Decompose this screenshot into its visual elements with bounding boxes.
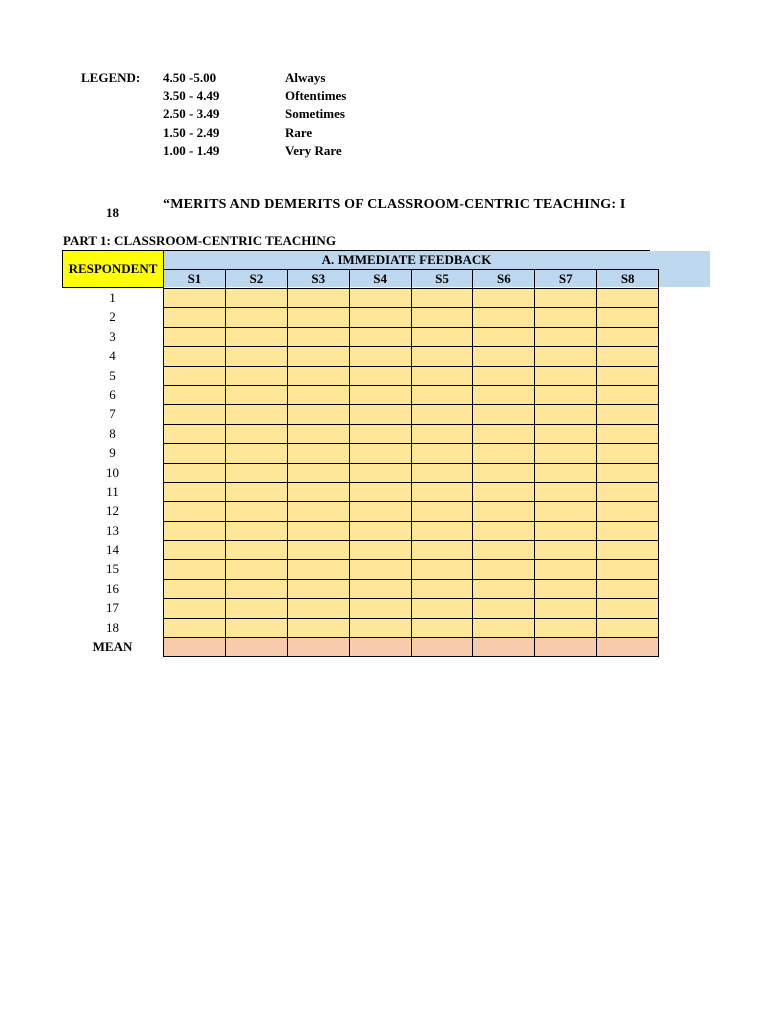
legend-range: 1.00 - 1.49 (163, 142, 220, 158)
score-cell[interactable] (535, 482, 597, 501)
score-cell[interactable] (287, 599, 349, 618)
mean-cell[interactable] (287, 638, 349, 657)
score-cell[interactable] (164, 482, 226, 501)
respondent-number: 16 (106, 580, 119, 596)
group-header[interactable]: A. IMMEDIATE FEEDBACK (321, 252, 492, 267)
score-cell[interactable] (473, 541, 535, 560)
score-cell[interactable] (597, 308, 659, 327)
score-cell[interactable] (287, 308, 349, 327)
score-cell[interactable] (349, 541, 411, 560)
score-cell[interactable] (164, 327, 226, 346)
legend-description: Oftentimes (285, 88, 347, 104)
score-cell[interactable] (164, 289, 226, 308)
score-cell[interactable] (535, 424, 597, 443)
score-cell[interactable] (411, 521, 473, 540)
document-title: “MERITS AND DEMERITS OF CLASSROOM-CENTRIC TEACHING: I (163, 197, 626, 212)
respondent-number: 3 (109, 328, 116, 344)
score-cell[interactable] (535, 385, 597, 404)
column-header-s5[interactable]: S5 (411, 270, 473, 289)
score-cell[interactable] (225, 521, 287, 540)
score-cell[interactable] (411, 327, 473, 346)
mean-row (164, 638, 659, 657)
respondent-number: 11 (106, 483, 119, 499)
score-cell[interactable] (597, 385, 659, 404)
score-cell[interactable] (164, 366, 226, 385)
score-cell[interactable] (164, 463, 226, 482)
score-cell[interactable] (287, 366, 349, 385)
score-cell[interactable] (164, 444, 226, 463)
score-cell[interactable] (411, 618, 473, 637)
score-cell[interactable] (411, 482, 473, 501)
score-cell[interactable] (535, 347, 597, 366)
score-cell[interactable] (597, 327, 659, 346)
score-cell[interactable] (164, 579, 226, 598)
score-cell[interactable] (411, 289, 473, 308)
score-cell[interactable] (411, 560, 473, 579)
score-cell[interactable] (411, 579, 473, 598)
respondent-number: 17 (106, 600, 119, 616)
score-cell[interactable] (535, 405, 597, 424)
score-cell[interactable] (225, 618, 287, 637)
respondent-number: 8 (109, 425, 116, 441)
score-cell[interactable] (597, 541, 659, 560)
respondent-number: 18 (106, 619, 119, 635)
respondent-number: 13 (106, 522, 119, 538)
score-cell[interactable] (287, 618, 349, 637)
respondent-number: 15 (106, 561, 119, 577)
score-cell[interactable] (349, 502, 411, 521)
column-header-s3[interactable]: S3 (287, 270, 349, 289)
legend-description: Rare (285, 124, 313, 140)
score-cell[interactable] (473, 385, 535, 404)
score-cell[interactable] (164, 424, 226, 443)
mean-cell[interactable] (164, 638, 226, 657)
score-cell[interactable] (164, 308, 226, 327)
table-row (164, 424, 659, 443)
table-row (164, 618, 659, 637)
respondent-count: 18 (106, 205, 119, 220)
score-cell[interactable] (287, 385, 349, 404)
column-header-s4[interactable]: S4 (349, 270, 411, 289)
mean-cell[interactable] (225, 638, 287, 657)
score-cell[interactable] (473, 308, 535, 327)
score-cell[interactable] (597, 424, 659, 443)
legend-description: Very Rare (285, 142, 342, 158)
score-cell[interactable] (287, 463, 349, 482)
score-cell[interactable] (349, 327, 411, 346)
table-row (164, 541, 659, 560)
respondent-number: 12 (106, 503, 119, 519)
mean-cell[interactable] (411, 638, 473, 657)
score-cell[interactable] (473, 463, 535, 482)
score-cell[interactable] (597, 579, 659, 598)
score-cell[interactable] (597, 521, 659, 540)
score-cell[interactable] (473, 327, 535, 346)
score-cell[interactable] (287, 327, 349, 346)
score-cell[interactable] (473, 405, 535, 424)
score-cell[interactable] (535, 618, 597, 637)
score-cell[interactable] (411, 308, 473, 327)
respondent-number: 2 (109, 309, 116, 325)
score-cell[interactable] (164, 560, 226, 579)
table-row (164, 502, 659, 521)
score-cell[interactable] (225, 560, 287, 579)
score-cell[interactable] (225, 366, 287, 385)
score-cell[interactable] (287, 521, 349, 540)
table-row (164, 463, 659, 482)
respondent-number: 6 (109, 386, 116, 402)
table-row (164, 385, 659, 404)
score-cell[interactable] (535, 463, 597, 482)
score-cell[interactable] (349, 347, 411, 366)
score-cell[interactable] (535, 579, 597, 598)
column-header-s2[interactable]: S2 (225, 270, 287, 289)
part-title: PART 1: CLASSROOM-CENTRIC TEACHING (63, 233, 336, 248)
score-cell[interactable] (473, 618, 535, 637)
score-cell[interactable] (349, 579, 411, 598)
score-cell[interactable] (597, 347, 659, 366)
table-row (164, 599, 659, 618)
respondent-numbers (62, 288, 163, 656)
score-cell[interactable] (225, 347, 287, 366)
score-cell[interactable] (535, 541, 597, 560)
score-cell[interactable] (287, 482, 349, 501)
score-cell[interactable] (411, 405, 473, 424)
score-table (163, 269, 659, 657)
score-cell[interactable] (349, 444, 411, 463)
score-cell[interactable] (287, 347, 349, 366)
score-cell[interactable] (597, 289, 659, 308)
table-row (164, 560, 659, 579)
score-cell[interactable] (473, 482, 535, 501)
score-cell[interactable] (473, 444, 535, 463)
table-row (164, 289, 659, 308)
score-cell[interactable] (473, 502, 535, 521)
score-cell[interactable] (164, 541, 226, 560)
score-cell[interactable] (535, 560, 597, 579)
score-cell[interactable] (349, 385, 411, 404)
score-cell[interactable] (349, 405, 411, 424)
score-cell[interactable] (225, 308, 287, 327)
score-cell[interactable] (225, 482, 287, 501)
score-cell[interactable] (597, 502, 659, 521)
table-row (164, 405, 659, 424)
respondent-number: 5 (109, 367, 116, 383)
score-cell[interactable] (597, 482, 659, 501)
legend-range: 3.50 - 4.49 (163, 88, 220, 104)
score-cell[interactable] (164, 618, 226, 637)
respondent-header[interactable]: RESPONDENT (62, 250, 164, 288)
table-row (164, 327, 659, 346)
score-cell[interactable] (473, 366, 535, 385)
score-cell[interactable] (473, 599, 535, 618)
score-cell[interactable] (349, 366, 411, 385)
column-header-s1[interactable]: S1 (164, 270, 226, 289)
score-cell[interactable] (349, 289, 411, 308)
score-cell[interactable] (287, 541, 349, 560)
score-cell[interactable] (411, 463, 473, 482)
score-cell[interactable] (225, 463, 287, 482)
respondent-number: 4 (109, 348, 116, 364)
score-cell[interactable] (349, 560, 411, 579)
score-cell[interactable] (164, 385, 226, 404)
score-cell[interactable] (411, 347, 473, 366)
score-cell[interactable] (535, 308, 597, 327)
score-cell[interactable] (473, 560, 535, 579)
score-cell[interactable] (597, 444, 659, 463)
score-cell[interactable] (349, 482, 411, 501)
mean-cell[interactable] (349, 638, 411, 657)
score-cell[interactable] (225, 541, 287, 560)
score-cell[interactable] (349, 618, 411, 637)
score-cell[interactable] (411, 599, 473, 618)
score-cell[interactable] (597, 599, 659, 618)
score-cell[interactable] (225, 405, 287, 424)
column-header-s6[interactable]: S6 (473, 270, 535, 289)
table-row (164, 347, 659, 366)
score-cell[interactable] (473, 347, 535, 366)
score-cell[interactable] (411, 541, 473, 560)
legend-description: Always (285, 70, 326, 85)
score-cell[interactable] (287, 405, 349, 424)
score-cell[interactable] (535, 502, 597, 521)
table-row (164, 366, 659, 385)
mean-cell[interactable] (535, 638, 597, 657)
score-cell[interactable] (535, 444, 597, 463)
score-cell[interactable] (473, 424, 535, 443)
mean-cell[interactable] (597, 638, 659, 657)
score-cell[interactable] (597, 463, 659, 482)
respondent-number: 10 (106, 464, 119, 480)
score-cell[interactable] (287, 560, 349, 579)
score-cell[interactable] (535, 289, 597, 308)
table-row (164, 444, 659, 463)
score-cell[interactable] (225, 327, 287, 346)
score-cell[interactable] (535, 327, 597, 346)
score-cell[interactable] (287, 579, 349, 598)
score-cell[interactable] (597, 618, 659, 637)
respondent-number: 14 (106, 542, 119, 558)
score-cell[interactable] (535, 521, 597, 540)
score-cell[interactable] (225, 424, 287, 443)
column-header-s8[interactable]: S8 (597, 270, 659, 289)
score-cell[interactable] (535, 599, 597, 618)
score-cell[interactable] (225, 579, 287, 598)
respondent-number: 1 (109, 290, 116, 305)
score-cell[interactable] (597, 405, 659, 424)
score-cell[interactable] (411, 502, 473, 521)
score-cell[interactable] (287, 289, 349, 308)
score-cell[interactable] (349, 521, 411, 540)
score-cell[interactable] (164, 405, 226, 424)
legend-range: 2.50 - 3.49 (163, 106, 220, 122)
table-row (164, 482, 659, 501)
column-header-s7[interactable]: S7 (535, 270, 597, 289)
score-cell[interactable] (411, 444, 473, 463)
table-row (164, 308, 659, 327)
table-row (164, 521, 659, 540)
legend-range: 4.50 -5.00 (163, 70, 217, 85)
score-cell[interactable] (164, 599, 226, 618)
score-cell[interactable] (225, 599, 287, 618)
score-cell[interactable] (349, 463, 411, 482)
score-cell[interactable] (473, 579, 535, 598)
mean-label: MEAN (92, 639, 133, 655)
score-cell[interactable] (164, 502, 226, 521)
score-cell[interactable] (411, 424, 473, 443)
score-cell[interactable] (287, 424, 349, 443)
mean-cell[interactable] (473, 638, 535, 657)
score-cell[interactable] (225, 385, 287, 404)
respondent-number: 7 (109, 406, 116, 422)
score-cell[interactable] (225, 502, 287, 521)
score-cell[interactable] (164, 347, 226, 366)
respondent-number: 9 (109, 445, 116, 461)
score-cell[interactable] (225, 289, 287, 308)
score-cell[interactable] (287, 502, 349, 521)
score-cell[interactable] (597, 560, 659, 579)
table-row (164, 579, 659, 598)
score-cell[interactable] (535, 366, 597, 385)
score-cell[interactable] (349, 424, 411, 443)
legend-label: LEGEND: (81, 70, 141, 85)
score-cell[interactable] (287, 444, 349, 463)
score-cell[interactable] (349, 308, 411, 327)
legend-range: 1.50 - 2.49 (163, 124, 220, 140)
score-cell[interactable] (597, 366, 659, 385)
score-cell[interactable] (473, 521, 535, 540)
score-cell[interactable] (473, 289, 535, 308)
score-cell[interactable] (411, 385, 473, 404)
legend-description: Sometimes (285, 106, 345, 122)
score-cell[interactable] (164, 521, 226, 540)
score-cell[interactable] (225, 444, 287, 463)
score-cell[interactable] (349, 599, 411, 618)
score-cell[interactable] (411, 366, 473, 385)
